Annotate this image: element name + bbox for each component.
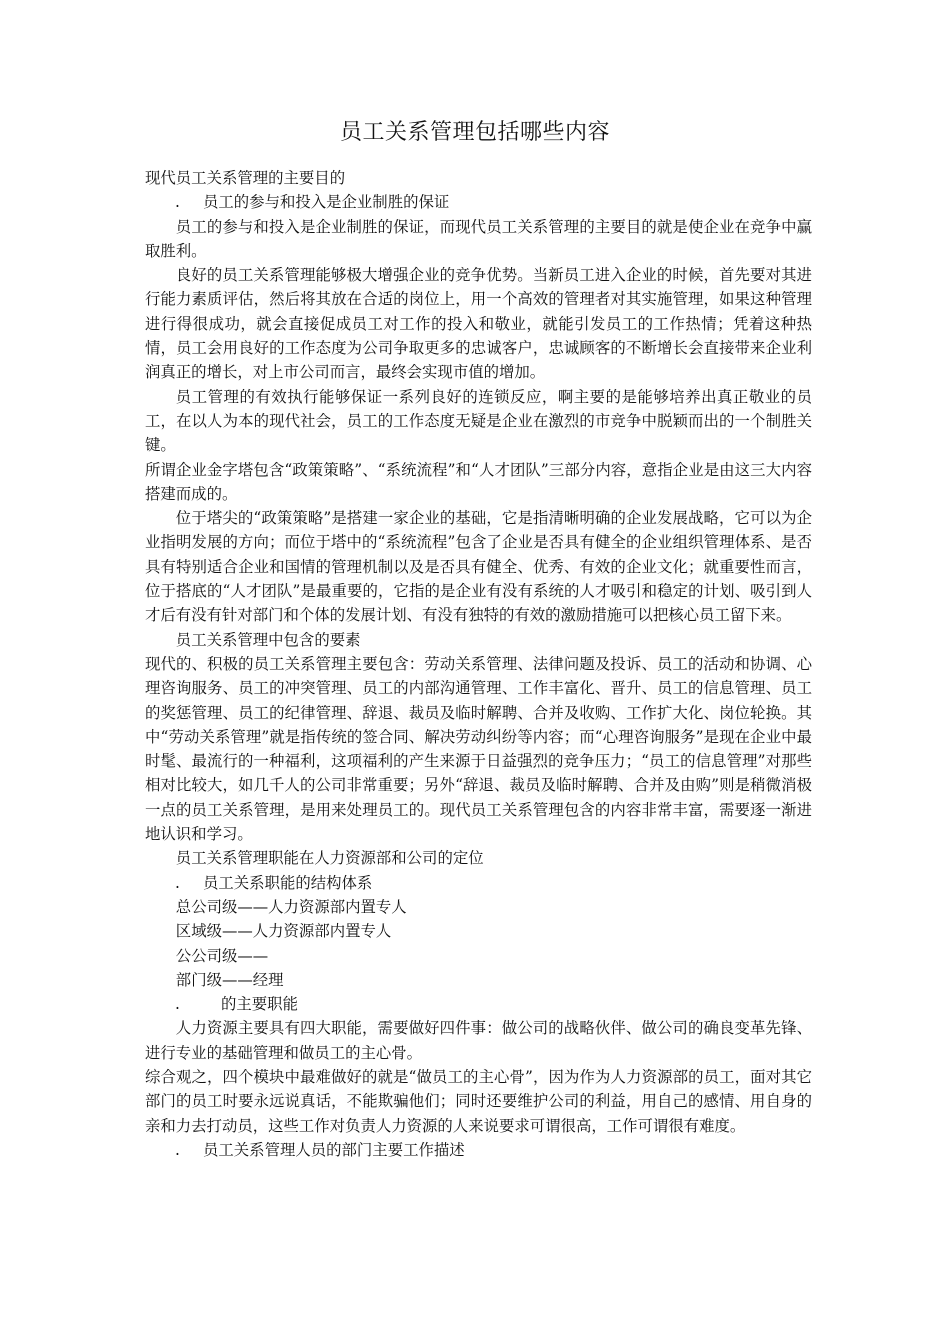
list-item-text: 员工关系管理人员的部门主要工作描述 [203,1140,465,1159]
list-marker: . [175,995,180,1014]
list-item [145,190,812,214]
list-marker: . [175,873,180,892]
document-title: 员工关系管理包括哪些内容 [339,120,610,145]
list-item [145,871,812,895]
body-paragraph: 员工的参与和投入是企业制胜的保证，而现代员工关系管理的主要目的就是使企业在竞争中赢取胜利。 [145,217,812,260]
list-marker: . [175,1140,180,1159]
list-item-text: 的主要职能 [221,995,298,1014]
section-heading: 员工关系管理中包含的要素 [175,630,361,649]
section-heading: 员工关系管理职能在人力资源部和公司的定位 [175,849,484,868]
list-item-text: 员工关系职能的结构体系 [203,873,373,892]
structure-line: 公公司级—— [175,946,269,965]
body-paragraph: 人力资源主要具有四大职能，需要做好四件事：做公司的战略伙伴、做公司的确良变革先锋、进行专业的基础管理和做员工的主心骨。 [145,1019,812,1062]
section-heading: 现代员工关系管理的主要目的 [145,169,346,187]
body-paragraph: 所谓企业金字塔包含“政策策略”、“系统流程”和“人才团队”三部分内容，意指企业是由这三大内容搭建而成的。 [145,460,812,503]
body-paragraph: 综合观之，四个模块中最难做好的就是“做员工的主心骨”，因为作为人力资源部的员工，面对其它部门的员工时要永远说真话，不能欺骗他们；同时还要维护公司的利益，用自己的感情、用自身的亲和力去打动员，这些工作对负责人力资源的人来说要求可谓很高，工作可谓很有难度。 [145,1067,812,1135]
body-paragraph: 良好的员工关系管理能够极大增强企业的竞争优势。当新员工进入企业的时候，首先要对其进行能力素质评估，然后将其放在合适的岗位上，用一个高效的管理者对其实施管理，如果这种管理进行得很成功，就会直接促成员工对工作的投入和敬业，就能引发员工的工作热情；凭着这种热情，员工会用良好的工作态度为公司争取更多的忠诚客户，忠诚顾客的不断增长会直接带来企业利润真正的增长，对上市公司而言，最终会实现市值的增加。 [145,266,812,382]
body-paragraph: 位于塔尖的“政策策略”是搭建一家企业的基础，它是指清晰明确的企业发展战略，它可以为企业指明发展的方向；而位于塔中的“系统流程”包含了企业是否具有健全的企业组织管理体系、是否具有特别适合企业和国情的管理机制以及是否具有健全、优秀、有效的企业文化；就重要性而言，位于搭底的“人才团队”是最重要的，它指的是企业有没有系统的人才吸引和稳定的计划、吸引到人才后有没有针对部门和个体的发展计划、有没有独特的有效的激励措施可以把核心员工留下来。 [145,509,812,625]
list-item [145,1138,812,1162]
structure-line: 总公司级——人力资源部内置专人 [175,897,407,916]
body-paragraph: 现代的、积极的员工关系管理主要包含：劳动关系管理、法律问题及投诉、员工的活动和协调、心理咨询服务、员工的冲突管理、员工的内部沟通管理、工作丰富化、晋升、员工的信息管理、员工的奖惩管理、员工的纪律管理、辞退、裁员及临时解聘、合并及收购、工作扩大化、岗位轮换。其中“劳动关系管理”就是指传统的签合同、解决劳动纠纷等内容；而“心理咨询服务”是现在企业中最时髦、最流行的一种福利，这项福利的产生来源于日益强烈的竞争压力；“员工的信息管理”对那些相对比较大，如几千人的公司非常重要；另外“辞退、裁员及临时解聘、合并及由购”则是稍微消极一点的员工关系管理，是用来处理员工的。现代员工关系管理包含的内容非常丰富，需要逐一渐进地认识和学习。 [145,654,812,844]
list-marker: . [175,193,180,212]
document-body [145,166,812,1162]
list-item [145,992,812,1016]
body-paragraph: 员工管理的有效执行能够保证一系列良好的连锁反应，啊主要的是能够培养出真正敬业的员工，在以人为本的现代社会，员工的工作态度无疑是企业在激烈的市竞争中脱颖而出的一个制胜关键。 [145,387,812,455]
structure-line: 区域级——人力资源部内置专人 [175,922,392,941]
structure-line: 部门级——经理 [175,970,284,989]
list-item-text: 员工的参与和投入是企业制胜的保证 [203,193,450,212]
